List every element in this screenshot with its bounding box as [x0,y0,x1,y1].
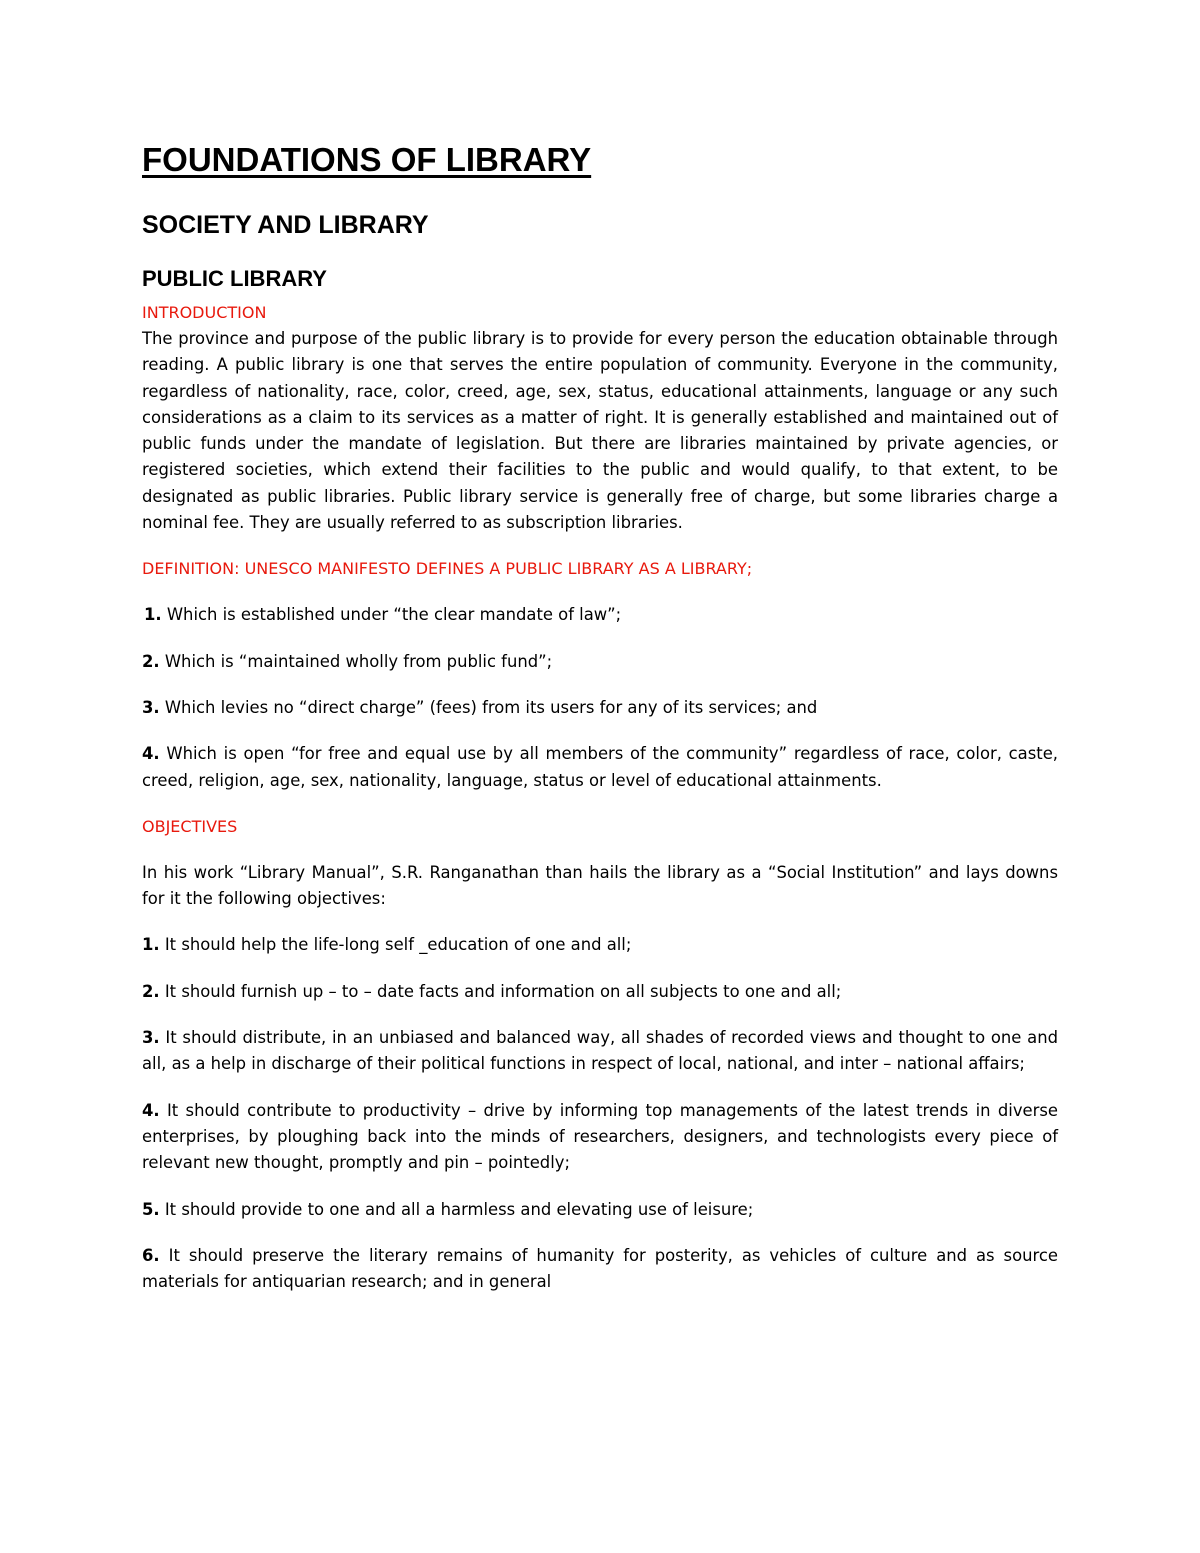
objective-item [142,1197,1058,1223]
definition-item [142,649,1058,675]
objectives-list [142,932,1058,1295]
definition-item-number: 1. [144,605,162,625]
objective-item-text: It should provide to one and all a harmless and elevating use of leisure; [159,1199,754,1219]
introduction-paragraph: The province and purpose of the public library is to provide for every person the education obtainable through reading. A public library is one that serves the entire population of community. Everyone in the community, regardless of nationality, race, color, creed, age, sex, status, educational attainments, language or any such considerations as a claim to its services as a matter of right. It is generally established and maintained out of public funds under the mandate of legislation. But there are libraries maintained by private agencies, or registered societies, which extend their facilities to the public and would qualify, to that extent, to be designated as public libraries. Public library service is generally free of charge, but some libraries charge a nominal fee. They are usually referred to as subscription libraries. [142,328,1058,533]
document-title: FOUNDATIONS OF LIBRARY [142,141,592,178]
objective-item-text: It should preserve the literary remains of humanity for posterity, as vehicles of culture and as source materials for antiquarian research; and in general [142,1245,1058,1292]
objective-item-number: 6. [142,1245,160,1265]
objective-item [142,1025,1058,1078]
objective-item [142,932,1058,958]
definition-item [142,695,1058,721]
definition-item [142,602,1058,628]
definition-item-number: 3. [142,697,160,717]
objective-item-number: 5. [142,1199,160,1219]
objective-item-number: 1. [142,935,160,955]
objective-item-number: 4. [142,1100,160,1120]
objectives-intro: In his work “Library Manual”, S.R. Ranganathan than hails the library as a “Social Institution” and lays downs for it the following objectives: [142,862,1058,909]
definition-list [142,602,1058,793]
objective-item-text: It should furnish up – to – date facts and information on all subjects to one and all; [159,981,842,1001]
objective-item [142,979,1058,1005]
objectives-heading: OBJECTIVES [142,816,238,836]
objective-item-text: It should help the life-long self _education of one and all; [159,935,632,955]
objective-item-number: 3. [142,1028,160,1048]
objective-item-number: 2. [142,981,160,1001]
definition-heading: DEFINITION: UNESCO MANIFESTO DEFINES A PUBLIC LIBRARY AS A LIBRARY; [142,559,753,579]
definition-item-text: Which levies no “direct charge” (fees) from its users for any of its services; and [159,697,818,717]
definition-item-text: Which is established under “the clear mandate of law”; [161,605,622,625]
definition-item-text: Which is “maintained wholly from public fund”; [159,651,553,671]
definition-item-number: 2. [142,651,160,671]
objective-item [142,1243,1058,1296]
section-heading: PUBLIC LIBRARY [142,265,327,291]
definition-item [142,741,1058,794]
introduction-heading: INTRODUCTION [142,302,267,322]
objective-item-text: It should contribute to productivity – drive by informing top managements of the latest trends in diverse enterprises, by ploughing back into the minds of researchers, designers, and technologists every piece of relevant new thought, promptly and pin – pointedly; [142,1100,1058,1173]
document-subtitle: SOCIETY AND LIBRARY [142,210,429,239]
definition-item-number: 4. [142,744,160,764]
objective-item-text: It should distribute, in an unbiased and balanced way, all shades of recorded views and thought to one and all, as a help in discharge of their political functions in respect of local, national, and inter – national affairs; [142,1028,1058,1074]
objective-item [142,1098,1058,1177]
definition-item-text: Which is open “for free and equal use by all members of the community” regardless of race, color, caste, creed, religion, age, sex, nationality, language, status or level of educational attainments. [142,744,1058,790]
